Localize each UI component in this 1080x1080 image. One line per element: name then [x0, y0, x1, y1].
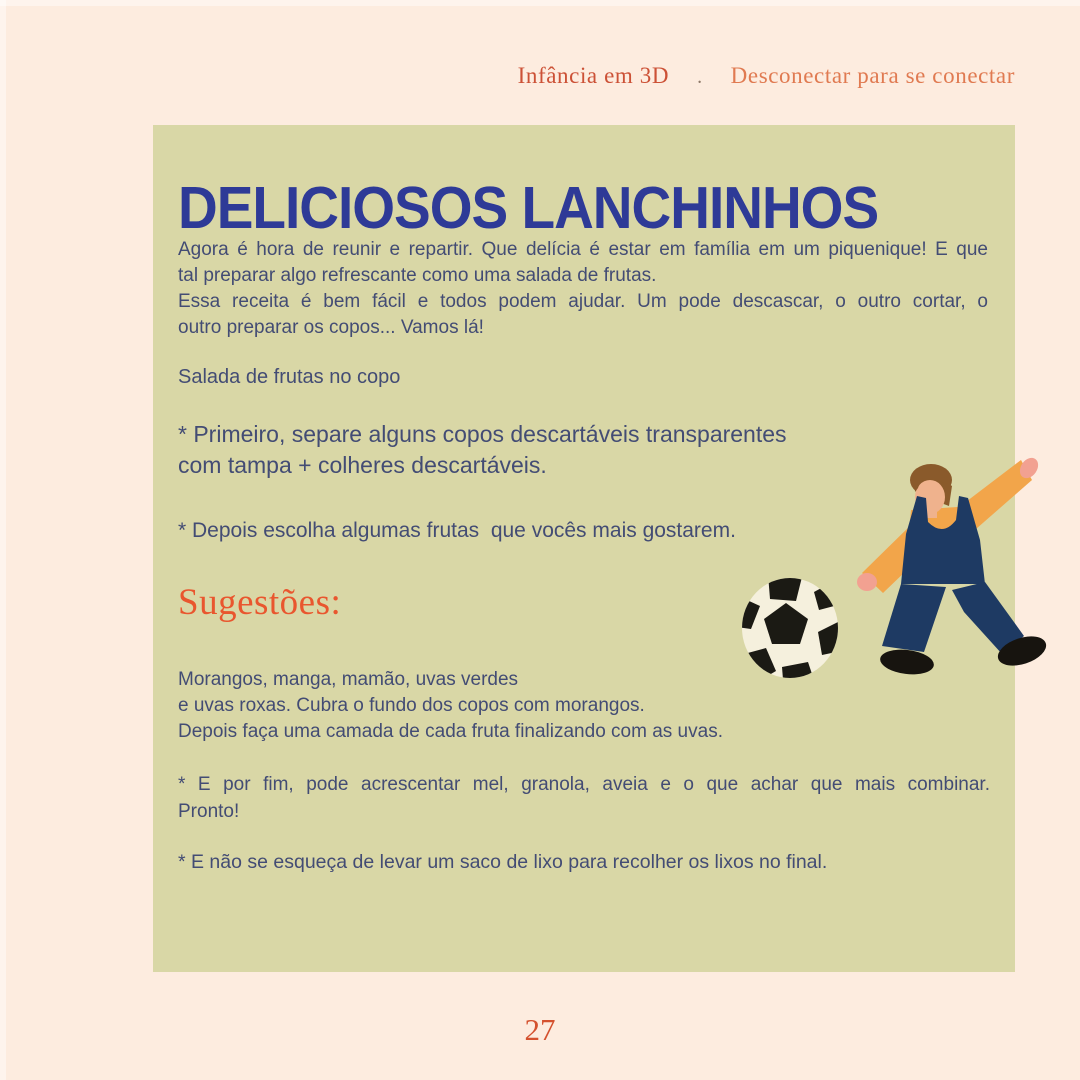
intro-paragraph — [178, 237, 988, 341]
step-3-line-2: Pronto! — [178, 801, 240, 822]
intro-line-4: outro preparar os copos... Vamos lá! — [178, 317, 484, 338]
suggestions-line-2: e uvas roxas. Cubra o fundo dos copos com morangos. — [178, 695, 645, 716]
book-title: Infância em 3D — [517, 63, 670, 88]
page-edge-top — [0, 0, 1080, 6]
intro-line-3: Essa receita é bem fácil e todos podem ajudar. Um pode descascar, o outro cortar, o — [178, 291, 988, 312]
step-1-line-1: * Primeiro, separe alguns copos descartáveis transparentes — [178, 421, 787, 447]
step-2: * Depois escolha algumas frutas que vocês mais gostarem. — [178, 519, 736, 542]
suggestions-line-1: Morangos, manga, mamão, uvas verdes — [178, 669, 519, 690]
header-separator-dot: . — [697, 66, 703, 88]
running-header — [518, 63, 1015, 89]
suggestions-heading: Sugestões: — [178, 582, 342, 623]
child-figure — [857, 454, 1050, 677]
step-3-line-1: * E por fim, pode acrescentar mel, granola, aveia e o que achar que mais combinar. — [178, 774, 990, 795]
section-title: DELICIOSOS LANCHINHOS — [178, 173, 879, 241]
intro-line-2: tal preparar algo refrescante como uma salada de frutas. — [178, 265, 657, 286]
intro-line-1: Agora é hora de reunir e repartir. Que delícia é estar em família em um piquenique! E que — [178, 239, 988, 260]
edition-title: Desconectar para se conectar — [730, 63, 1015, 88]
page-number: 27 — [524, 1012, 556, 1047]
soccer-ball-icon — [730, 574, 846, 690]
suggestions-line-3: Depois faça uma camada de cada fruta finalizando com as uvas. — [178, 721, 723, 742]
child-kicking-ball-illustration — [726, 440, 1060, 690]
page-edge-left — [0, 0, 6, 1080]
step-3 — [178, 771, 990, 825]
recipe-name: Salada de frutas no copo — [178, 366, 401, 388]
step-4: * E não se esqueça de levar um saco de lixo para recolher os lixos no final. — [178, 851, 828, 873]
step-1-line-2: com tampa + colheres descartáveis. — [178, 452, 547, 478]
